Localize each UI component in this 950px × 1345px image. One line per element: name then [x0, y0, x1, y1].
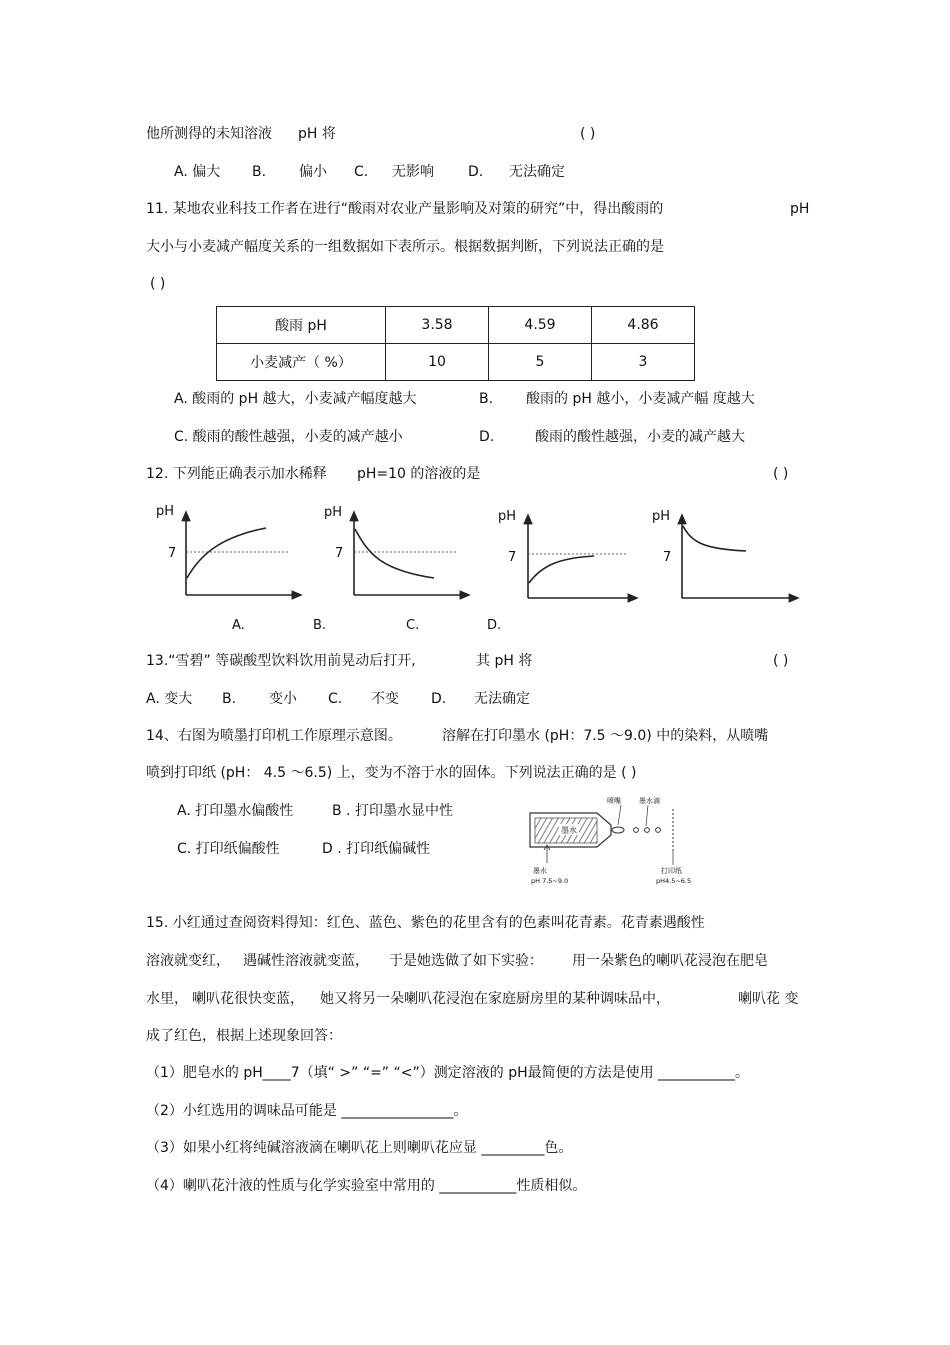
q10-option-c-text: 无影响: [392, 164, 434, 180]
table-cell: 小麦减产（ %）: [217, 344, 386, 381]
q13-option-c: C.: [328, 691, 343, 707]
graph-b-label: B.: [313, 618, 327, 633]
q14-option-d: D . 打印纸偏碱性: [322, 841, 431, 857]
q15-sub2: （2）小红选用的调味品可能是 ________________。: [146, 1103, 468, 1119]
q15-line2-a: 溶液就变红，: [146, 953, 230, 969]
q10-text-ph: pH 将: [298, 126, 336, 142]
table-cell: 10: [386, 344, 489, 381]
q15-line2-d: 用一朵紫色的喇叭花浸泡在肥皂: [572, 953, 768, 969]
graph-d-label: D.: [487, 618, 502, 633]
graph-a-label: A.: [232, 618, 245, 633]
ink-box-label: 墨水: [561, 826, 577, 835]
graph-a-axis-label: pH: [156, 504, 175, 519]
q10-option-a: A. 偏大: [174, 164, 221, 180]
q15-sub3: （3）如果小红将纯碱溶液滴在喇叭花上则喇叭花应显 _________色。: [146, 1140, 573, 1156]
q12-answer-paren: ( ): [773, 466, 789, 482]
q13-option-b-text: 变小: [269, 691, 297, 707]
q14-line1-b: 溶解在打印墨水 (pH：7.5 ～9.0) 中的染料，从喷嘴: [442, 728, 769, 744]
q11-line1: 11. 某地农业科技工作者在进行“酸雨对农业产量影响及对策的研究”中，得出酸雨的: [146, 201, 664, 217]
table-cell: 4.59: [489, 307, 592, 344]
q10-option-b-text: 偏小: [299, 164, 327, 180]
graph-b: [313, 505, 466, 633]
q11-option-d-text: 酸雨的酸性越强，小麦的减产越大: [535, 429, 745, 445]
q11-line1-ph: pH: [790, 201, 810, 217]
ink-drop: [634, 828, 639, 833]
q11-answer-paren: ( ): [150, 276, 166, 292]
graph-a-seven: 7: [168, 546, 177, 561]
q15-line2-c: 于是她选做了如下实验：: [389, 953, 543, 969]
q15-line3-a: 水里，: [146, 991, 188, 1007]
q14-line2: 喷到打印纸 (pH： 4.5 ～6.5) 上，变为不溶于水的固体。下列说法正确的是 ( ): [146, 765, 637, 781]
table-cell: 3: [592, 344, 695, 381]
ink-drop-label: 墨水滴: [639, 797, 660, 805]
q12-text-ph: pH=10 的溶液的是: [357, 466, 481, 482]
q13-option-b: B.: [222, 691, 237, 707]
table-row: [217, 307, 695, 344]
q10-option-d: D.: [468, 164, 484, 180]
q15-sub1: （1）肥皂水的 pH____7（填“ >” “=” “<”）测定溶液的 pH最简便的方法是使用 ___________。: [146, 1065, 750, 1081]
paper-ph-label: pH4.5~6.5: [656, 877, 692, 885]
table-cell: 4.86: [592, 307, 695, 344]
q13-text-ph: 其 pH 将: [476, 653, 533, 669]
graph-c-axis-label: pH: [498, 509, 517, 524]
ink-cartridge: [530, 813, 611, 847]
q11-option-d: D.: [479, 429, 495, 445]
graph-d: [487, 509, 795, 633]
q15-line2-b: 遇碱性溶液就变蓝，: [243, 953, 369, 969]
q13-option-d: D.: [431, 691, 447, 707]
q14-line1: 14、右图为喷墨打印机工作原理示意图。: [146, 728, 402, 744]
table-row: [217, 344, 695, 381]
q14-option-b: B . 打印墨水显中性: [332, 803, 453, 819]
q11-option-a: A. 酸雨的 pH 越大，小麦减产幅度越大: [174, 391, 417, 407]
graph-a: [156, 504, 298, 633]
ink-ph-label: pH 7.5~9.0: [531, 877, 569, 885]
q11-option-b-text: 酸雨的 pH 越小，小麦减产幅 度越大: [526, 391, 755, 407]
nozzle: [612, 827, 624, 833]
q11-option-b: B.: [479, 391, 494, 407]
table-cell: 酸雨 pH: [217, 307, 386, 344]
nozzle-label: 喷嘴: [607, 797, 621, 805]
graph-b-seven: 7: [335, 546, 344, 561]
q15-line3-c: 她又将另一朵喇叭花浸泡在家庭厨房里的某种调味品中，: [320, 991, 670, 1007]
ink-label: 墨水: [533, 867, 547, 875]
table-cell: 3.58: [386, 307, 489, 344]
q13-option-c-text: 不变: [371, 691, 399, 707]
q14-option-c: C. 打印纸偏酸性: [177, 841, 280, 857]
q14-option-a: A. 打印墨水偏酸性: [177, 803, 294, 819]
q15-line4: 成了红色，根据上述现象回答：: [146, 1028, 342, 1044]
q10-option-c: C.: [354, 164, 369, 180]
graph-d-axis-label: pH: [652, 509, 671, 524]
ph-dilution-graphs: [140, 495, 820, 640]
q13-answer-paren: ( ): [773, 653, 789, 669]
acid-rain-table: [216, 306, 695, 381]
ink-drop: [645, 828, 650, 833]
q11-line2: 大小与小麦减产幅度关系的一组数据如下表所示。根据数据判断，下列说法正确的是: [146, 239, 664, 255]
q12-text: 12. 下列能正确表示加水稀释: [146, 466, 327, 482]
ink-drop: [656, 828, 661, 833]
q13-option-d-text: 无法确定: [474, 691, 530, 707]
q11-option-c: C. 酸雨的酸性越强，小麦的减产越小: [174, 429, 403, 445]
paper-label: 打印纸: [661, 867, 682, 875]
q13-text: 13.“雪碧” 等碳酸型饮料饮用前晃动后打开,: [146, 653, 416, 669]
graph-b-axis-label: pH: [324, 505, 343, 520]
q10-answer-paren: ( ): [580, 126, 596, 142]
q15-sub4: （4）喇叭花汁液的性质与化学实验室中常用的 ___________性质相似。: [146, 1178, 587, 1194]
graph-d-seven: 7: [663, 550, 672, 565]
q15-line1: 15. 小红通过查阅资料得知：红色、蓝色、紫色的花里含有的色素叫花青素。花青素遇酸性: [146, 915, 705, 931]
graph-c-label: C.: [406, 618, 420, 633]
graph-c: [406, 509, 634, 633]
table-cell: 5: [489, 344, 592, 381]
q10-option-d-text: 无法确定: [509, 164, 565, 180]
q15-line3-d: 喇叭花 变: [738, 991, 799, 1007]
graph-c-seven: 7: [508, 550, 517, 565]
inkjet-printer-diagram: [525, 795, 695, 890]
q15-line3-b: 喇叭花很快变蓝，: [192, 991, 304, 1007]
q10-option-b: B.: [252, 164, 267, 180]
q10-text: 他所测得的未知溶液: [146, 126, 272, 142]
q13-option-a: A. 变大: [146, 691, 193, 707]
